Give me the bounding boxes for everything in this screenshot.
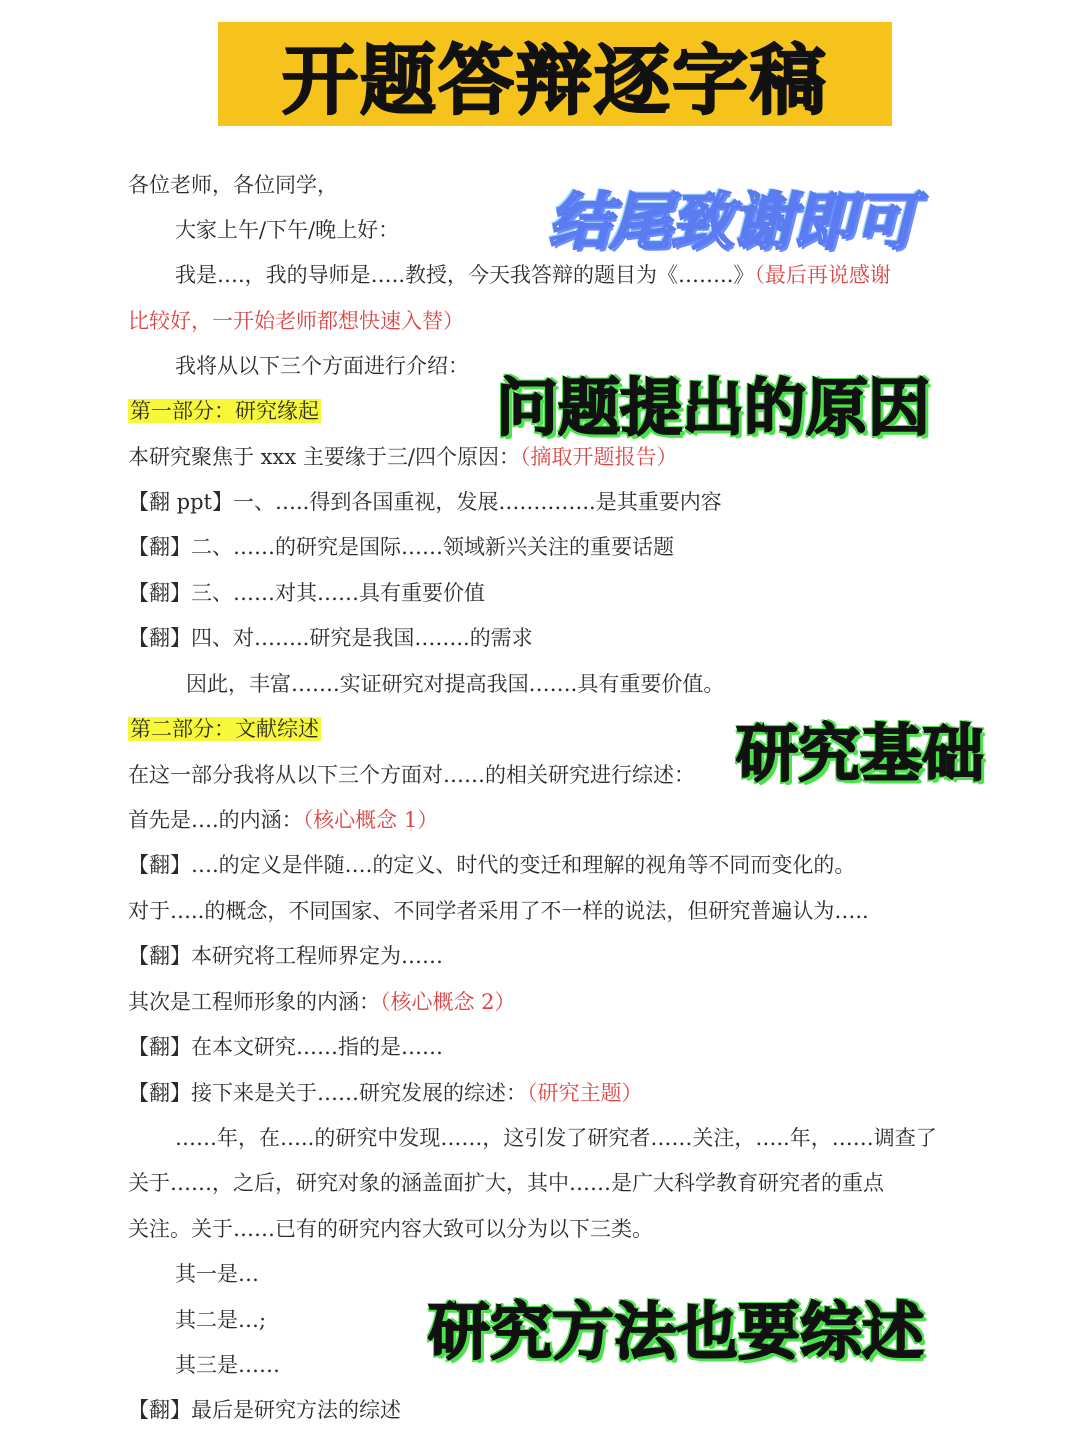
red-note: （核心概念 2） [380,990,516,1014]
red-note: 比较好，一开始老师都想快速入替） [128,309,464,333]
page-title: 开题答辩逐字稿 [282,35,828,125]
text-line [128,987,516,1017]
sticker-research-basis: 研究基础 [736,717,985,790]
text-line: 【翻】本研究将工程师界定为…… [128,944,443,968]
sticker-ending-thanks: 结尾致谢即可 [548,185,915,258]
text-segment: 本研究聚焦于 xxx 主要缘于三/四个原因： [128,445,520,469]
text-line [128,1078,643,1108]
sticker-problem-reason: 问题提出的原因 [496,371,931,444]
list-item: 其一是… [175,1262,259,1286]
text-line: 【翻】在本文研究……指的是…… [128,1035,443,1059]
highlighted-heading: 第一部分：研究缘起 [130,399,319,423]
section-heading [128,396,321,426]
text-line: 【翻】最后是研究方法的综述 [128,1398,401,1422]
text-line: 关注。关于……已有的研究内容大致可以分为以下三类。 [128,1217,653,1241]
text-line: 对于…..的概念，不同国家、不同学者采用了不一样的说法，但研究普遍认为….. [128,899,869,923]
text-line: ……年，在…..的研究中发现……，这引发了研究者……关注，…..年，……调查了 [175,1126,937,1150]
text-segment: 【翻】接下来是关于……研究发展的综述： [128,1081,527,1105]
red-note: （最后再说感谢 [754,263,891,287]
text-line: 【翻 ppt】一、…..得到各国重视，发展…………..是其重要内容 [128,490,722,514]
text-line: 【翻】四、对……..研究是我国……..的需求 [128,626,533,650]
list-item: 其三是…… [175,1353,280,1377]
red-note: （摘取开题报告） [519,445,678,469]
text-line: 大家上午/下午/晚上好： [175,218,400,242]
list-item: 其二是…; [175,1308,267,1332]
text-segment: 其次是工程师形象的内涵： [128,990,380,1014]
text-segment: 我是….，我的导师是…..教授，今天我答辩的题目为《……..》 [175,263,755,287]
text-line: 我将从以下三个方面进行介绍： [175,354,469,378]
red-note: （核心概念 1） [302,808,439,832]
highlighted-heading: 第二部分：文献综述 [130,717,319,741]
text-line [175,260,891,290]
text-segment: 首先是….的内涵： [128,808,303,832]
text-line: 因此，丰富…….实证研究对提高我国…….具有重要价值。 [186,672,725,696]
text-line: 【翻】三、……对其……具有重要价值 [128,581,485,605]
text-line: 各位老师，各位同学， [128,173,338,197]
text-line: 在这一部分我将从以下三个方面对……的相关研究进行综述： [128,763,695,787]
text-line: 关于……，之后，研究对象的涵盖面扩大，其中……是广大科学教育研究者的重点 [128,1171,884,1195]
sticker-research-methods: 研究方法也要综述 [428,1295,925,1368]
text-line: 【翻】….的定义是伴随….的定义、时代的变迁和理解的视角等不同而变化的。 [128,853,856,877]
title-banner [218,22,892,126]
text-line: 【翻】二、……的研究是国际……领域新兴关注的重要话题 [128,535,674,559]
section-heading [128,714,321,744]
text-line [128,805,438,835]
red-note: （研究主题） [527,1081,643,1105]
